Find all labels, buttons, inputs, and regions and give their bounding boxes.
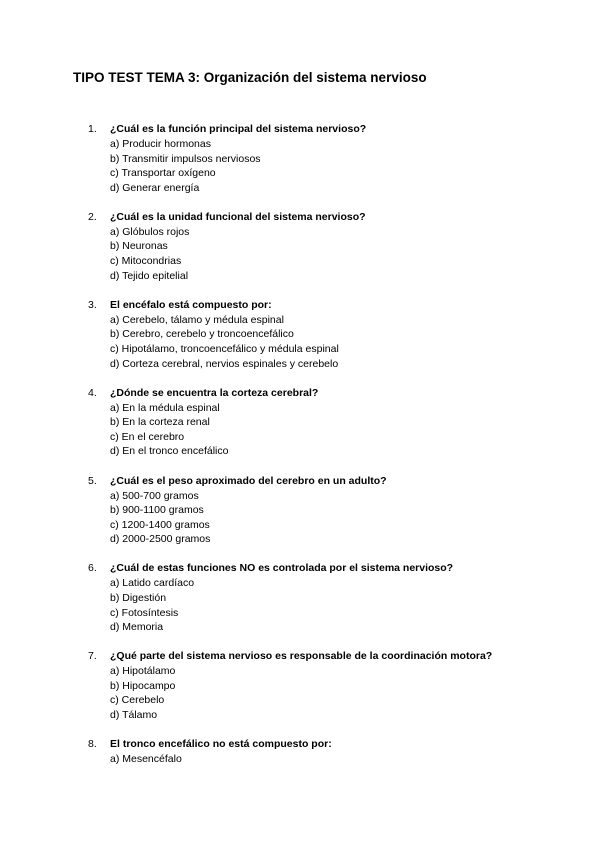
option-c: c) 1200-1400 gramos [110,518,210,531]
option-d: d) 2000-2500 gramos [110,533,211,546]
question-text: ¿Cuál es el peso aproximado del cerebro en un adulto? [110,474,387,487]
option-d: d) Tálamo [110,709,158,722]
question-number: 3. [88,298,97,311]
question-4 [88,386,568,459]
option-c: c) Hipotálamo, troncoencefálico y médula espinal [110,342,339,355]
option-a: a) En la médula espinal [110,401,220,414]
option-c: c) Mitocondrias [110,255,182,268]
question-number: 4. [88,386,97,399]
question-6 [88,561,568,634]
question-7 [88,649,568,722]
option-a: a) Cerebelo, tálamo y médula espinal [110,313,284,326]
question-3 [88,298,568,371]
option-b: b) 900-1100 gramos [110,504,204,517]
option-a: a) 500-700 gramos [110,489,199,502]
question-number: 5. [88,474,97,487]
option-a: a) Latido cardíaco [110,577,195,590]
question-2 [88,210,568,283]
option-c: c) Cerebelo [110,694,165,707]
option-c: c) Fotosíntesis [110,606,179,619]
option-d: d) Generar energía [110,181,200,194]
option-b: b) Hipocampo [110,679,176,692]
question-text: ¿Dónde se encuentra la corteza cerebral? [110,386,319,399]
question-number: 7. [88,650,97,663]
question-text: ¿Cuál es la función principal del sistema nervioso? [110,123,367,135]
question-8 [88,737,568,767]
option-d: d) Tejido epitelial [110,269,189,282]
question-number: 6. [88,562,97,575]
question-1 [88,122,568,195]
option-a: a) Hipotálamo [110,665,176,678]
option-a: a) Glóbulos rojos [110,225,190,238]
option-d: d) En el tronco encefálico [110,445,229,458]
option-c: c) En el cerebro [110,430,185,443]
question-number: 8. [88,738,97,751]
option-a: a) Mesencéfalo [110,753,182,766]
option-b: b) Digestión [110,591,167,604]
question-number: 1. [88,123,97,135]
question-number: 2. [88,210,97,223]
question-list [88,122,568,781]
option-c: c) Transportar oxígeno [110,167,216,180]
question-text: ¿Cuál de estas funciones NO es controlada por el sistema nervioso? [110,562,454,575]
question-text: El tronco encefálico no está compuesto por: [110,738,332,751]
question-text: ¿Qué parte del sistema nervioso es responsable de la coordinación motora? [110,650,493,663]
option-b: b) En la corteza renal [110,416,210,429]
option-b: b) Cerebro, cerebelo y troncoencefálico [110,328,294,341]
option-d: d) Corteza cerebral, nervios espinales y cerebelo [110,357,339,370]
question-text: ¿Cuál es la unidad funcional del sistema nervioso? [110,210,366,223]
question-text: El encéfalo está compuesto por: [110,298,272,311]
question-5 [88,474,568,547]
option-d: d) Memoria [110,621,164,634]
option-b: b) Transmitir impulsos nerviosos [110,152,261,165]
option-a: a) Producir hormonas [110,138,211,150]
page-title: TIPO TEST TEMA 3: Organización del sistema nervioso [73,70,427,85]
option-b: b) Neuronas [110,240,168,253]
